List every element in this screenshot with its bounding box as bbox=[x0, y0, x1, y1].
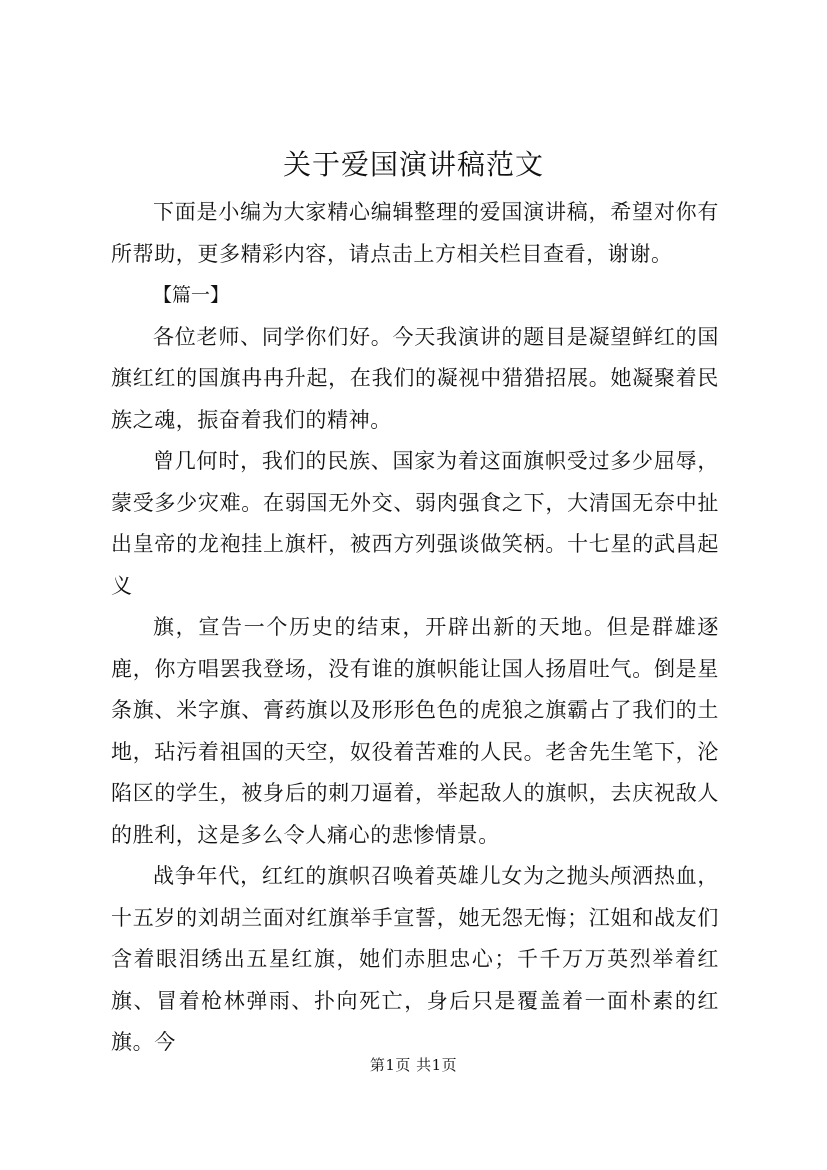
body-paragraph: 曾几何时，我们的民族、国家为着这面旗帜受过多少屈辱，蒙受多少灾难。在弱国无外交、弱肉强食之下，大清国无奈中扯出皇帝的龙袍挂上旗杆，被西方列强谈做笑柄。十七星的武昌起义 bbox=[111, 449, 719, 598]
page-footer: 第1页 共1页 bbox=[369, 1056, 458, 1074]
section-heading: 【篇一】 bbox=[153, 284, 230, 306]
body-paragraph: 战争年代，红红的旗帜召唤着英雄儿女为之抛头颅洒热血，十五岁的刘胡兰面对红旗举手宣誓，她无怨无悔；江姐和战友们含着眼泪绣出五星红旗，她们赤胆忠心；千千万万英烈举着红旗、冒着枪林弹雨、扑向死亡，身后只是覆盖着一面朴素的红旗。今 bbox=[111, 864, 719, 1054]
body-paragraph: 各位老师、同学你们好。今天我演讲的题目是凝望鲜红的国旗红红的国旗冉冉升起，在我们的凝视中猎猎招展。她凝聚着民族之魂，振奋着我们的精神。 bbox=[111, 324, 719, 432]
body-paragraph: 旗，宣告一个历史的结束，开辟出新的天地。但是群雄逐鹿，你方唱罢我登场，没有谁的旗帜能让国人扬眉吐气。倒是星条旗、米字旗、膏药旗以及形形色色的虎狼之旗霸占了我们的土地，玷污着祖国的天空，奴役着苦难的人民。老舍先生笔下，沦陷区的学生，被身后的刺刀逼着，举起敌人的旗帜，去庆祝敌人的胜利，这是多么令人痛心的悲惨情景。 bbox=[111, 615, 719, 847]
document-title: 关于爱国演讲稿范文 bbox=[282, 148, 544, 181]
document-body bbox=[111, 192, 719, 1064]
intro-paragraph: 下面是小编为大家精心编辑整理的爱国演讲稿，希望对你有所帮助，更多精彩内容，请点击上方相关栏目查看，谢谢。 bbox=[111, 200, 719, 266]
